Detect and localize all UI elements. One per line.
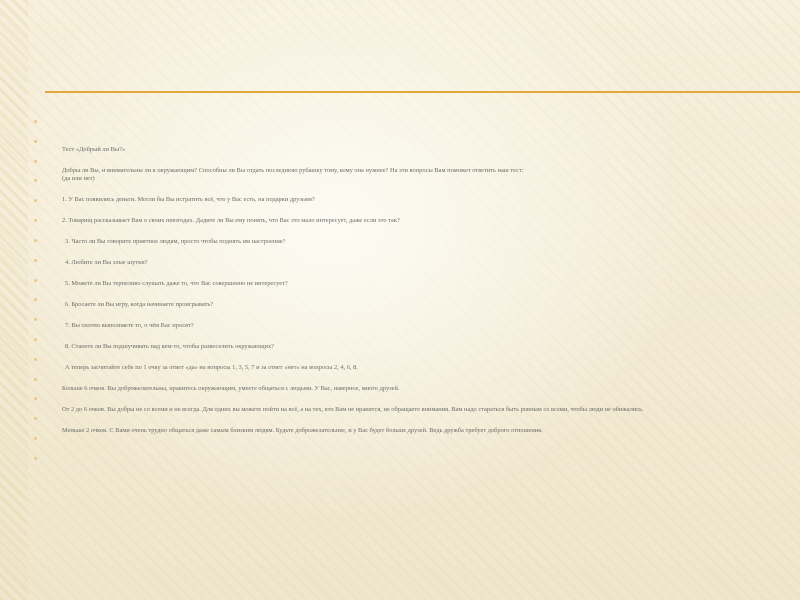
question-7: 7. Вы охотно выполняете то, о чём Вас просят?: [65, 322, 194, 329]
question-1: 1. У Вас появились деньги. Могли бы Вы истратить всё, что у Вас есть, на подарки друзьям?: [62, 196, 315, 203]
question-6: 6. Бросаете ли Вы игру, когда начинаете проигрывать?: [65, 301, 214, 308]
question-2: 2. Товарищ рассказывает Вам о своих невзгодах. Дадите ли Вы ему понять, что Вас это мало интересует, даже если это так?: [62, 217, 400, 224]
result-medium: От 2 до 6 очков. Вы добры не со всеми и не всегда. Для одних вы можете пойти на всё, а на тех, кто Вам не нравится, не обращаете внимания. Вам надо стараться быть ровным со всеми, чтобы люди не обижались.: [62, 406, 644, 413]
result-high: Больше 6 очков. Вы доброжелательны, нравитесь окружающим, умеете общаться с людьми. У Вас, наверное, много друзей.: [62, 385, 400, 392]
test-title: Тест «Добрый ли Вы?»: [62, 146, 126, 153]
question-4: 4. Любите ли Вы злые шутки?: [65, 259, 148, 266]
question-8: 8. Станете ли Вы подшучивать над кем-то, чтобы развеселить окружающих?: [65, 343, 274, 350]
accent-divider-line: [45, 91, 800, 93]
scoring-instructions: А теперь засчитайте себе по 1 очку за ответ «да» на вопросы 1, 3, 5, 7 и за ответ «нет» на вопросы 2, 4, 6, 8.: [65, 364, 358, 371]
decorative-dot-column: [34, 120, 40, 460]
result-low: Меньше 2 очков. С Вами очень трудно общаться даже самым близким людям. Будьте доброжелательнее, и у Вас будет больше друзей. Ведь дружба требует доброго отношения.: [62, 427, 543, 434]
question-3: 3. Часто ли Вы говорите приятное людям, просто чтобы поднять им настроение?: [65, 238, 286, 245]
decorative-pattern-edge: [0, 0, 28, 600]
question-5: 5. Можете ли Вы терпеливо слушать даже то, что Вас совершенно не интересует?: [65, 280, 288, 287]
slide-text-body: [62, 146, 782, 448]
answer-hint: (да или нет): [62, 175, 95, 182]
test-intro: Добры ли Вы, и внимательны ли к окружающим? Способны ли Вы отдать последнюю рубашку тому, кому она нужнее? На эти вопросы Вам поможет ответить наш тест:: [62, 167, 524, 174]
